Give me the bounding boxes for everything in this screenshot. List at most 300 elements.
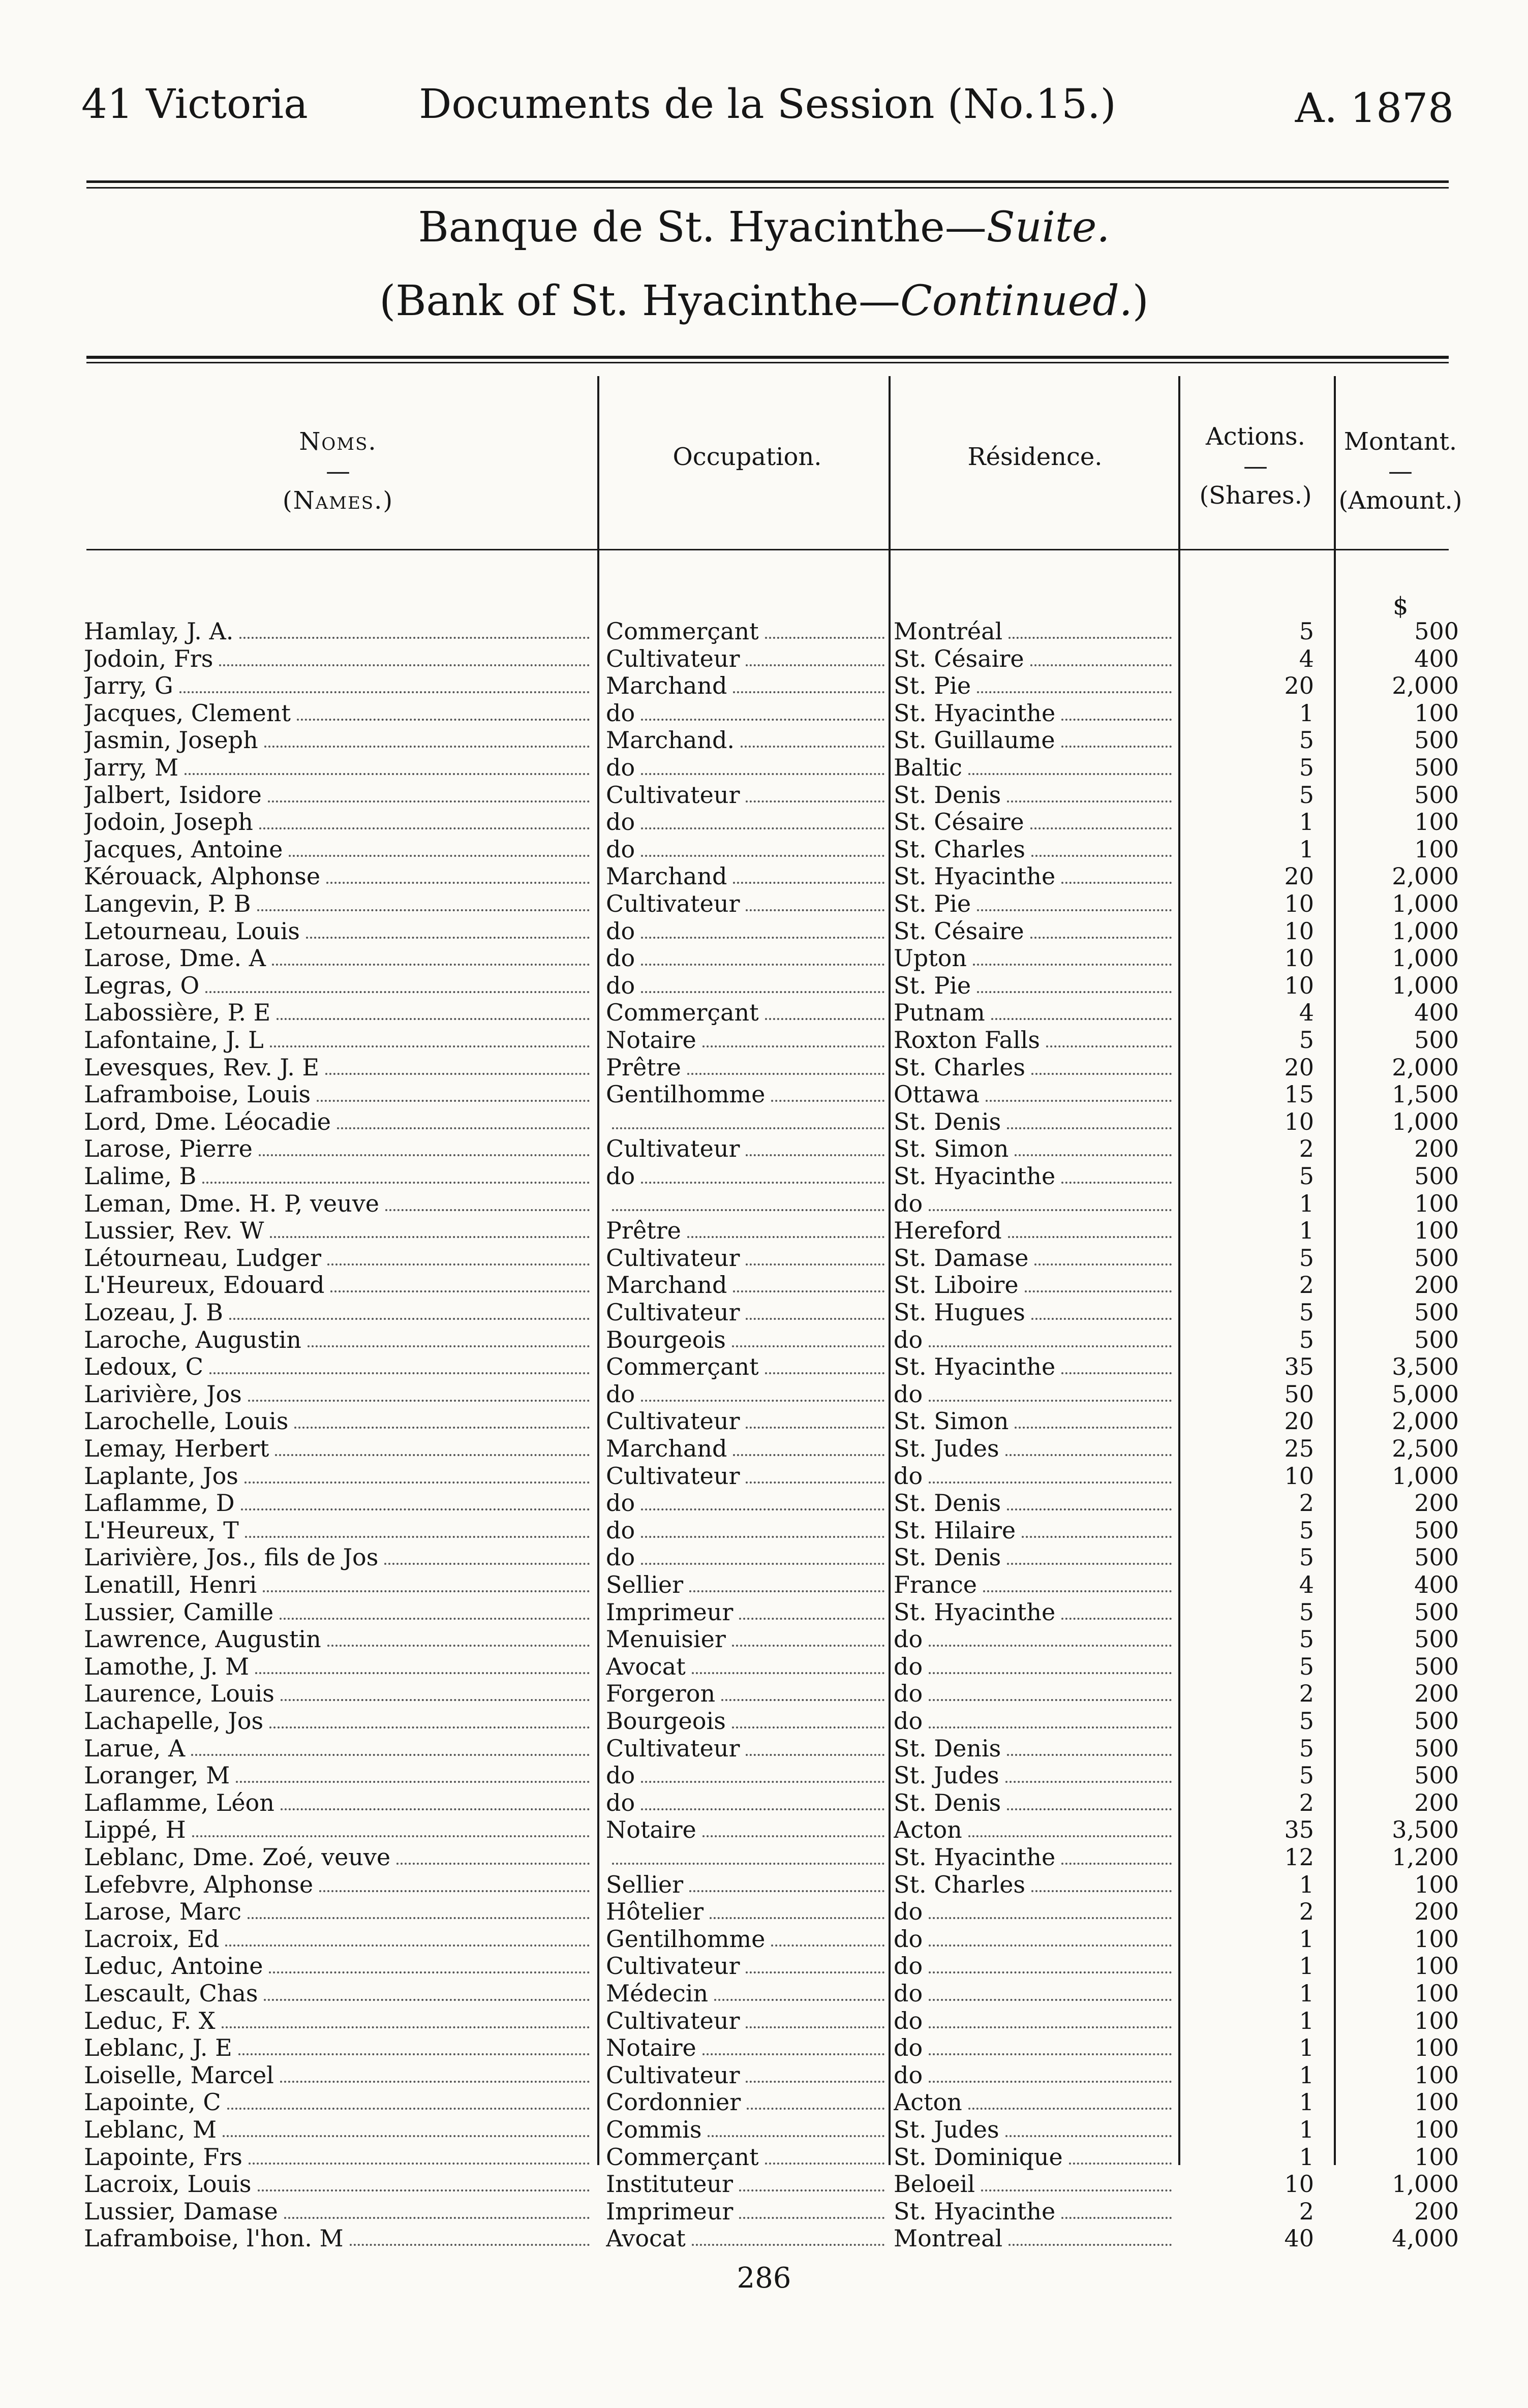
shareholder-residence: St. Damase [894, 1244, 1029, 1272]
shareholder-name: Jarry, M [84, 754, 179, 781]
shareholder-amount: 400 [1414, 999, 1459, 1027]
table-row [0, 862, 1528, 890]
shareholder-residence: St. Charles [894, 835, 1026, 863]
shareholder-name: Larose, Dme. A [84, 944, 266, 972]
shareholder-amount: 400 [1414, 1571, 1459, 1598]
shareholder-residence: St. Denis [894, 781, 1001, 809]
shares-en: (Shares.) [1199, 481, 1312, 510]
dot-leader [968, 2108, 1172, 2110]
shareholder-name: Leblanc, J. E [84, 2034, 232, 2062]
dot-leader [746, 1318, 884, 1320]
dot-leader [275, 1454, 590, 1456]
dot-leader [641, 719, 884, 721]
dot-leader [765, 637, 884, 639]
shareholder-amount: 100 [1414, 1980, 1459, 2007]
table-row [0, 2143, 1528, 2171]
dot-leader [968, 1835, 1172, 1837]
dot-leader [733, 1290, 884, 1292]
shareholder-name: Loranger, M [84, 1762, 230, 1789]
table-row [0, 1026, 1528, 1054]
dot-leader [1007, 1563, 1172, 1565]
shareholder-residence: St. Denis [894, 1543, 1001, 1571]
table-row [0, 1843, 1528, 1871]
shareholder-occupation: do [606, 1516, 635, 1544]
shareholder-shares: 10 [1284, 944, 1314, 972]
header-right: A. 1878 [1295, 84, 1454, 132]
table-row [0, 1162, 1528, 1190]
shareholder-shares: 1 [1299, 1952, 1314, 1980]
shareholder-amount: 200 [1414, 1680, 1459, 1708]
dot-leader [973, 964, 1172, 966]
shareholder-occupation: Avocat [606, 2225, 686, 2252]
dot-leader [1007, 800, 1172, 802]
dot-leader [257, 909, 590, 911]
residence-label: Résidence. [967, 443, 1103, 471]
table-row [0, 1762, 1528, 1789]
shareholder-residence: St. Judes [894, 1435, 999, 1462]
shareholder-name: Lafontaine, J. L [84, 1026, 264, 1054]
dot-leader [227, 2108, 590, 2110]
dot-leader [981, 2189, 1172, 2191]
shareholder-residence: St. Charles [894, 1053, 1026, 1081]
dot-leader [929, 1944, 1172, 1947]
shareholder-residence: St. Simon [894, 1407, 1009, 1435]
shareholder-residence: France [894, 1571, 977, 1598]
shareholder-shares: 2 [1299, 1135, 1314, 1163]
shareholder-residence: Montréal [894, 618, 1003, 645]
dot-leader [746, 1754, 884, 1756]
shareholder-amount: 500 [1414, 726, 1459, 754]
shareholder-shares: 1 [1299, 699, 1314, 727]
shareholder-name: Jacques, Antoine [84, 835, 283, 863]
dot-leader [641, 964, 884, 966]
shareholder-amount: 500 [1414, 781, 1459, 809]
shareholder-residence: do [894, 1462, 923, 1490]
shareholder-amount: 100 [1414, 1925, 1459, 1953]
shareholder-shares: 5 [1299, 1325, 1314, 1353]
shareholder-amount: 100 [1414, 2088, 1459, 2116]
shareholder-occupation: Cultivateur [606, 1462, 740, 1490]
shareholder-amount: 100 [1414, 2034, 1459, 2062]
shareholder-amount: 500 [1414, 1707, 1459, 1735]
shareholder-amount: 100 [1414, 1952, 1459, 1980]
dot-leader [1034, 1263, 1172, 1265]
dot-leader [746, 2081, 884, 2083]
shareholder-name: Laflamme, D [84, 1489, 235, 1517]
shareholder-residence: do [894, 1652, 923, 1680]
table-row [0, 618, 1528, 645]
shareholder-occupation: Cultivateur [606, 1299, 740, 1326]
shareholder-amount: 2,000 [1392, 1053, 1459, 1081]
shareholder-occupation: Cultivateur [606, 1244, 740, 1272]
dot-leader [202, 1182, 590, 1184]
shareholder-name: Lippé, H [84, 1816, 186, 1844]
dot-leader [612, 1127, 884, 1129]
shareholder-residence: St. Denis [894, 1489, 1001, 1517]
dot-leader [732, 1726, 884, 1728]
shareholder-name: Ledoux, C [84, 1353, 203, 1381]
shareholder-residence: St. Dominique [894, 2143, 1063, 2171]
shareholder-residence: Hereford [894, 1217, 1002, 1245]
shareholder-residence: Upton [894, 944, 967, 972]
dot-leader [1005, 2135, 1172, 2137]
dot-leader [641, 1536, 884, 1538]
dot-leader [222, 2026, 590, 2028]
dot-leader [746, 664, 884, 666]
dot-leader [270, 1045, 590, 1047]
dot-leader [721, 1699, 884, 1701]
shareholder-residence: Putnam [894, 999, 985, 1027]
dot-leader [929, 1345, 1172, 1347]
dot-leader [746, 800, 884, 802]
shareholder-occupation: Marchand [606, 862, 727, 890]
shareholder-shares: 1 [1299, 808, 1314, 836]
shareholder-shares: 35 [1284, 1816, 1314, 1844]
shareholder-name: Laflamme, Léon [84, 1788, 274, 1816]
dot-leader [255, 1672, 590, 1674]
shareholder-name: Lord, Dme. Léocadie [84, 1107, 331, 1135]
dot-leader [259, 1154, 590, 1156]
shareholder-name: Lapointe, C [84, 2088, 221, 2116]
shareholder-name: Leduc, F. X [84, 2006, 216, 2034]
table-row [0, 1680, 1528, 1707]
dot-leader [977, 691, 1172, 693]
shareholder-shares: 1 [1299, 1189, 1314, 1217]
shareholder-residence: do [894, 1980, 923, 2007]
dot-leader [1061, 1372, 1172, 1374]
shareholder-residence: do [894, 2034, 923, 2062]
dot-leader [1061, 1863, 1172, 1865]
shareholder-residence: St. Césaire [894, 808, 1024, 836]
dot-leader [977, 991, 1172, 993]
shareholder-residence: St. Guillaume [894, 726, 1055, 754]
dot-leader [385, 1209, 590, 1211]
shareholder-shares: 1 [1299, 2116, 1314, 2143]
dot-leader [1022, 1536, 1172, 1538]
shareholder-amount: 1,000 [1392, 2170, 1459, 2198]
dot-leader [641, 827, 884, 829]
shareholder-shares: 25 [1284, 1435, 1314, 1462]
dot-leader [191, 1754, 590, 1756]
dot-leader [1015, 1154, 1172, 1156]
shareholder-occupation: Forgeron [606, 1680, 716, 1708]
shareholder-occupation: do [606, 754, 635, 781]
shareholder-residence: St. Césaire [894, 917, 1024, 945]
dot-leader [1061, 1618, 1172, 1620]
shareholder-occupation: do [606, 1788, 635, 1816]
dot-leader [306, 937, 590, 939]
shareholder-occupation: Avocat [606, 1652, 686, 1680]
shareholder-name: Larue, A [84, 1734, 186, 1762]
shareholder-residence: do [894, 1625, 923, 1653]
dot-leader [746, 1427, 884, 1429]
shareholder-occupation: Cultivateur [606, 1135, 740, 1163]
shareholder-residence: Ottawa [894, 1080, 980, 1108]
shareholder-name: Loiselle, Marcel [84, 2061, 274, 2089]
table-row [0, 781, 1528, 809]
shareholder-shares: 5 [1299, 1516, 1314, 1544]
dot-leader [284, 2217, 590, 2219]
shareholder-name: Lamothe, J. M [84, 1652, 250, 1680]
amount-fr: Montant. [1343, 427, 1457, 456]
dot-leader [249, 2163, 590, 2165]
dot-leader [929, 1481, 1172, 1484]
table-row [0, 1462, 1528, 1490]
shareholder-amount: 2,000 [1392, 862, 1459, 890]
table-row [0, 1598, 1528, 1626]
shareholder-amount: 200 [1414, 1788, 1459, 1816]
shareholder-amount: 100 [1414, 1189, 1459, 1217]
table-row [0, 1789, 1528, 1816]
shareholder-occupation: do [606, 917, 635, 945]
table-row [0, 808, 1528, 836]
shareholder-shares: 1 [1299, 2143, 1314, 2171]
dot-leader [1015, 1427, 1172, 1429]
title-english-close: ) [1132, 277, 1149, 325]
header-rule-bottom [86, 187, 1449, 189]
shareholder-occupation: Sellier [606, 1870, 684, 1898]
amount-en: (Amount.) [1338, 486, 1462, 515]
shareholder-residence: do [894, 2006, 923, 2034]
shareholder-shares: 5 [1299, 1598, 1314, 1626]
shareholder-amount: 100 [1414, 1217, 1459, 1245]
shareholder-amount: 500 [1414, 1162, 1459, 1190]
shareholder-occupation: Cultivateur [606, 781, 740, 809]
shareholder-name: Leman, Dme. H. P, veuve [84, 1189, 379, 1217]
dot-leader [687, 1236, 884, 1238]
shareholder-occupation: Cordonnier [606, 2088, 741, 2116]
dot-leader [968, 773, 1172, 775]
shareholder-amount: 500 [1414, 1244, 1459, 1272]
shares-fr: Actions. [1206, 422, 1305, 451]
shareholder-name: Lawrence, Augustin [84, 1625, 321, 1653]
column-header-amount [1332, 427, 1469, 515]
dot-leader [229, 1318, 590, 1320]
dot-leader [641, 773, 884, 775]
shareholder-name: L'Heureux, Edouard [84, 1271, 325, 1299]
shareholder-amount: 100 [1414, 2143, 1459, 2171]
shareholder-occupation: Gentilhomme [606, 1080, 766, 1108]
shareholder-residence: St. Charles [894, 1870, 1026, 1898]
shareholder-name: Lescault, Chas [84, 1980, 258, 2007]
shareholder-amount: 500 [1414, 1516, 1459, 1544]
title-french-italic: Suite. [986, 203, 1110, 252]
shareholder-amount: 200 [1414, 2197, 1459, 2225]
dot-leader [192, 1835, 590, 1837]
shareholder-name: Letourneau, Louis [84, 917, 300, 945]
table-row [0, 2170, 1528, 2198]
dot-leader [384, 1563, 590, 1565]
shareholder-occupation: Prêtre [606, 1217, 681, 1245]
shareholder-amount: 500 [1414, 618, 1459, 645]
dot-leader [929, 1999, 1172, 2001]
amount-dash: — [1388, 457, 1413, 485]
dot-leader [983, 1590, 1172, 1592]
table-row [0, 972, 1528, 999]
title-english [0, 277, 1528, 325]
shareholder-shares: 1 [1299, 1870, 1314, 1898]
table-row [0, 1952, 1528, 1980]
shareholder-shares: 12 [1284, 1843, 1314, 1871]
shareholder-name: Leblanc, Dme. Zoé, veuve [84, 1843, 391, 1871]
dot-leader [225, 1944, 590, 1947]
dot-leader [223, 2135, 590, 2137]
table-row [0, 1244, 1528, 1272]
shareholder-residence: St. Hyacinthe [894, 2197, 1056, 2225]
dot-leader [746, 1481, 884, 1484]
table-row [0, 2007, 1528, 2034]
shareholder-residence: do [894, 2061, 923, 2089]
shareholder-amount: 2,500 [1392, 1435, 1459, 1462]
title-english-italic: Continued. [900, 277, 1133, 325]
shareholder-amount: 100 [1414, 1870, 1459, 1898]
dot-leader [641, 1400, 884, 1402]
shareholder-occupation: Marchand. [606, 726, 735, 754]
shareholder-amount: 3,500 [1392, 1353, 1459, 1381]
shareholder-occupation: Commerçant [606, 618, 759, 645]
shareholder-occupation: Commerçant [606, 2143, 759, 2171]
shareholder-amount: 100 [1414, 2006, 1459, 2034]
shareholder-shares: 5 [1299, 1162, 1314, 1190]
table-row [0, 1108, 1528, 1135]
table-row [0, 1816, 1528, 1843]
shareholder-occupation: do [606, 699, 635, 727]
table-row [0, 1271, 1528, 1299]
shareholder-name: Laplante, Jos [84, 1462, 238, 1490]
dot-leader [929, 1209, 1172, 1211]
dot-leader [297, 719, 590, 721]
dot-leader [1007, 1754, 1172, 1756]
shareholder-amount: 100 [1414, 2061, 1459, 2089]
dot-leader [746, 909, 884, 911]
dot-leader [1061, 1182, 1172, 1184]
dot-leader [746, 1971, 884, 1973]
shareholder-shares: 5 [1299, 618, 1314, 645]
shareholder-shares: 5 [1299, 1652, 1314, 1680]
dot-leader [612, 1209, 884, 1211]
shareholder-residence: St. Pie [894, 672, 971, 700]
header-center: Documents de la Session (No.15.) [419, 80, 1116, 128]
shareholder-amount: 1,200 [1392, 1843, 1459, 1871]
dot-leader [732, 1645, 884, 1647]
dot-leader [272, 964, 590, 966]
dot-leader [1005, 1454, 1172, 1456]
names-dash: — [326, 457, 350, 485]
shareholder-name: Legras, O [84, 971, 200, 999]
shareholder-residence: do [894, 1380, 923, 1408]
dot-leader [264, 1999, 590, 2001]
dot-leader [641, 1182, 884, 1184]
shareholder-shares: 4 [1299, 1571, 1314, 1598]
dot-leader [1030, 937, 1172, 939]
shareholder-amount: 200 [1414, 1898, 1459, 1926]
shareholder-occupation: Notaire [606, 1816, 696, 1844]
dot-leader [986, 1100, 1172, 1102]
shareholder-name: Langevin, P. B [84, 890, 251, 917]
dot-leader [991, 1018, 1172, 1020]
table-row [0, 2034, 1528, 2061]
shareholder-residence: St. Liboire [894, 1271, 1019, 1299]
dot-leader [771, 1944, 884, 1947]
shareholder-shares: 40 [1284, 2225, 1314, 2252]
dot-leader [209, 1372, 590, 1374]
shareholder-occupation: Notaire [606, 1026, 696, 1054]
dot-leader [733, 882, 884, 884]
shareholder-occupation: Gentilhomme [606, 1925, 766, 1953]
shareholder-residence: St. Hyacinthe [894, 1162, 1056, 1190]
dot-leader [239, 637, 590, 639]
table-row [0, 2116, 1528, 2143]
table-row [0, 917, 1528, 945]
shareholder-residence: Montreal [894, 2225, 1003, 2252]
shareholder-name: Hamlay, J. A. [84, 618, 234, 645]
dot-leader [687, 1073, 884, 1075]
shareholder-residence: Roxton Falls [894, 1026, 1040, 1054]
table-row [0, 1080, 1528, 1108]
dot-leader [746, 2026, 884, 2028]
shareholder-occupation: do [606, 1762, 635, 1789]
shareholder-residence: St. Hugues [894, 1299, 1025, 1326]
dot-leader [929, 2081, 1172, 2083]
shareholder-residence: Baltic [894, 754, 962, 781]
shareholder-occupation: Prêtre [606, 1053, 681, 1081]
shareholder-name: Laframboise, Louis [84, 1080, 311, 1108]
column-header-residence [893, 442, 1177, 472]
shareholder-shares: 1 [1299, 2088, 1314, 2116]
dot-leader [350, 2244, 590, 2246]
dot-leader [396, 1863, 590, 1865]
shareholder-shares: 20 [1284, 1407, 1314, 1435]
shareholder-occupation: Notaire [606, 2034, 696, 2062]
names-en: (Names.) [282, 486, 394, 515]
shareholder-amount: 100 [1414, 808, 1459, 836]
dot-leader [1031, 1318, 1172, 1320]
shareholder-amount: 500 [1414, 1543, 1459, 1571]
dot-leader [771, 1100, 884, 1102]
shareholder-residence: St. Denis [894, 1788, 1001, 1816]
shareholder-shares: 5 [1299, 1543, 1314, 1571]
shareholder-name: Lussier, Camille [84, 1598, 274, 1626]
table-row [0, 1898, 1528, 1925]
shareholder-name: Lachapelle, Jos [84, 1707, 264, 1735]
dot-leader [977, 909, 1172, 911]
shareholder-name: Labossière, P. E [84, 999, 271, 1027]
shareholder-residence: do [894, 1189, 923, 1217]
dot-leader [330, 1290, 590, 1292]
shareholder-occupation: Commerçant [606, 999, 759, 1027]
shareholder-name: Laurence, Louis [84, 1680, 274, 1708]
shareholder-residence: do [894, 1325, 923, 1353]
shareholder-residence: do [894, 1707, 923, 1735]
dot-leader [710, 1917, 884, 1919]
page-header [76, 76, 1459, 132]
shareholder-amount: 3,500 [1392, 1816, 1459, 1844]
title-french [0, 203, 1528, 252]
shareholder-name: Lozeau, J. B [84, 1299, 223, 1326]
shareholder-name: Jalbert, Isidore [84, 781, 262, 809]
shareholder-occupation: Imprimeur [606, 1598, 734, 1626]
title-french-main: Banque de St. Hyacinthe— [418, 203, 987, 252]
shareholder-shares: 2 [1299, 1680, 1314, 1708]
dot-leader [337, 1127, 590, 1129]
shareholder-name: Lenatill, Henri [84, 1571, 257, 1598]
shareholder-name: L'Heureux, T [84, 1516, 239, 1544]
table-rule-top [86, 356, 1449, 359]
shareholder-amount: 1,500 [1392, 1080, 1459, 1108]
table-row [0, 1925, 1528, 1953]
shareholder-occupation: do [606, 971, 635, 999]
dot-leader [248, 1400, 590, 1402]
